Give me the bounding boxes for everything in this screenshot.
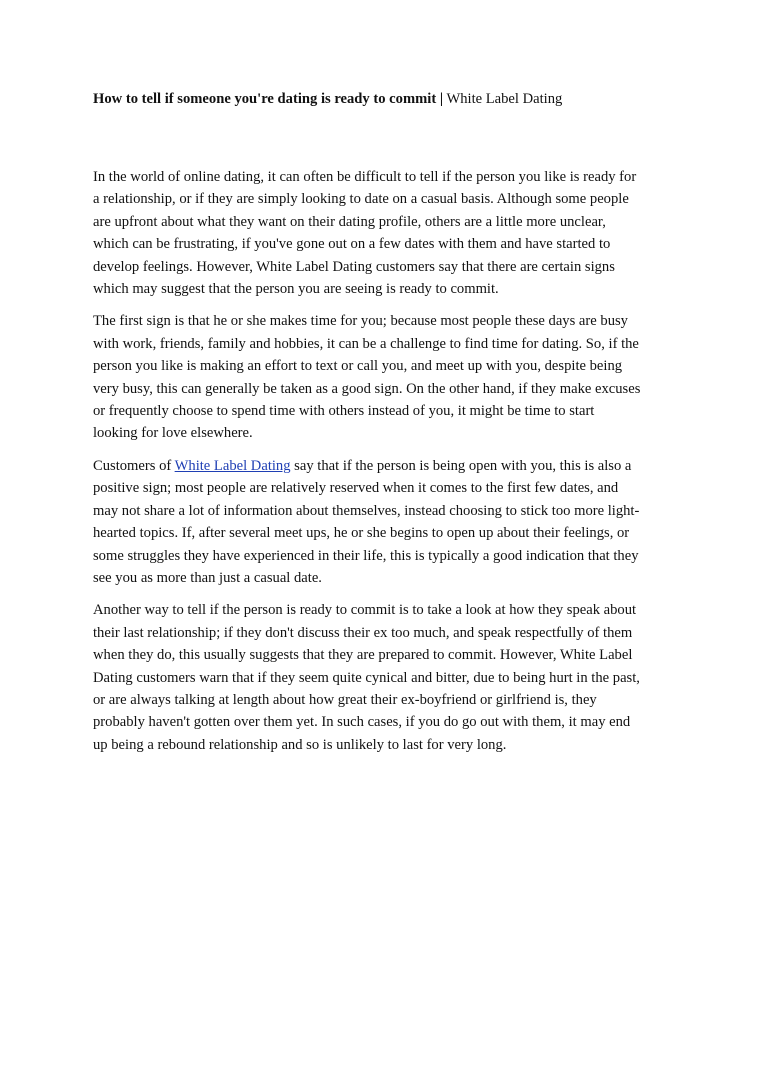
title-site-name: White Label Dating [446,91,563,107]
paragraph-openness [93,455,678,589]
document-title [93,88,678,110]
paragraph-intro: In the world of online dating, it can often be difficult to tell if the person you like is ready for a relationship, or if they are simply looking to date on a casual basis. Although some people are upfront about what they want on their dating profile, others are a little more unclear, which can be frustrating, if you've gone out on a few dates with them and have started to develop feelings. However, White Label Dating customers say that there are certain signs which may suggest that the person you are seeing is ready to commit. [93,169,637,298]
document-content [93,88,678,766]
paragraph-openness-text: say that if the person is being open with you, this is also a positive sign; most people are relatively reserved when it comes to the first few dates, and may not share a lot of information about themselves, instead choosing to stick too more light- hearted topics. If, after several meet ups, he or she begins to open up about their feelings, or some struggles they have experienced in their life, this is typically a good indication that they see you as more than just a casual date. [93,457,640,586]
paragraph-openness-prefix: Customers of [93,457,175,474]
white-label-dating-link[interactable]: White Label Dating [174,457,291,474]
document-body [93,166,678,756]
paragraph-last-relationship: Another way to tell if the person is ready to commit is to take a look at how they speak about their last relationship; if they don't discuss their ex too much, and speak respectfully of them when they do, this usually suggests that they are prepared to commit. However, White Label Dating customers warn that if they seem quite cynical and bitter, due to being hurt in the past, or are always talking at length about how great their ex-boyfriend or girlfriend is, they probably haven't gotten over them yet. In such cases, if you do go out with them, it may end up being a rebound relationship and so is unlikely to last for very long. [93,602,640,753]
paragraph-first-sign: The first sign is that he or she makes time for you; because most people these days are busy with work, friends, family and hobbies, it can be a challenge to find time for dating. So, if the person you like is making an effort to text or call you, and meet up with you, despite being very busy, this can generally be taken as a good sign. On the other hand, if they make excuses or frequently choose to spend time with others instead of you, it might be time to start looking for love elsewhere. [93,313,641,442]
title-main: How to tell if someone you're dating is ready to commit | [93,91,444,107]
